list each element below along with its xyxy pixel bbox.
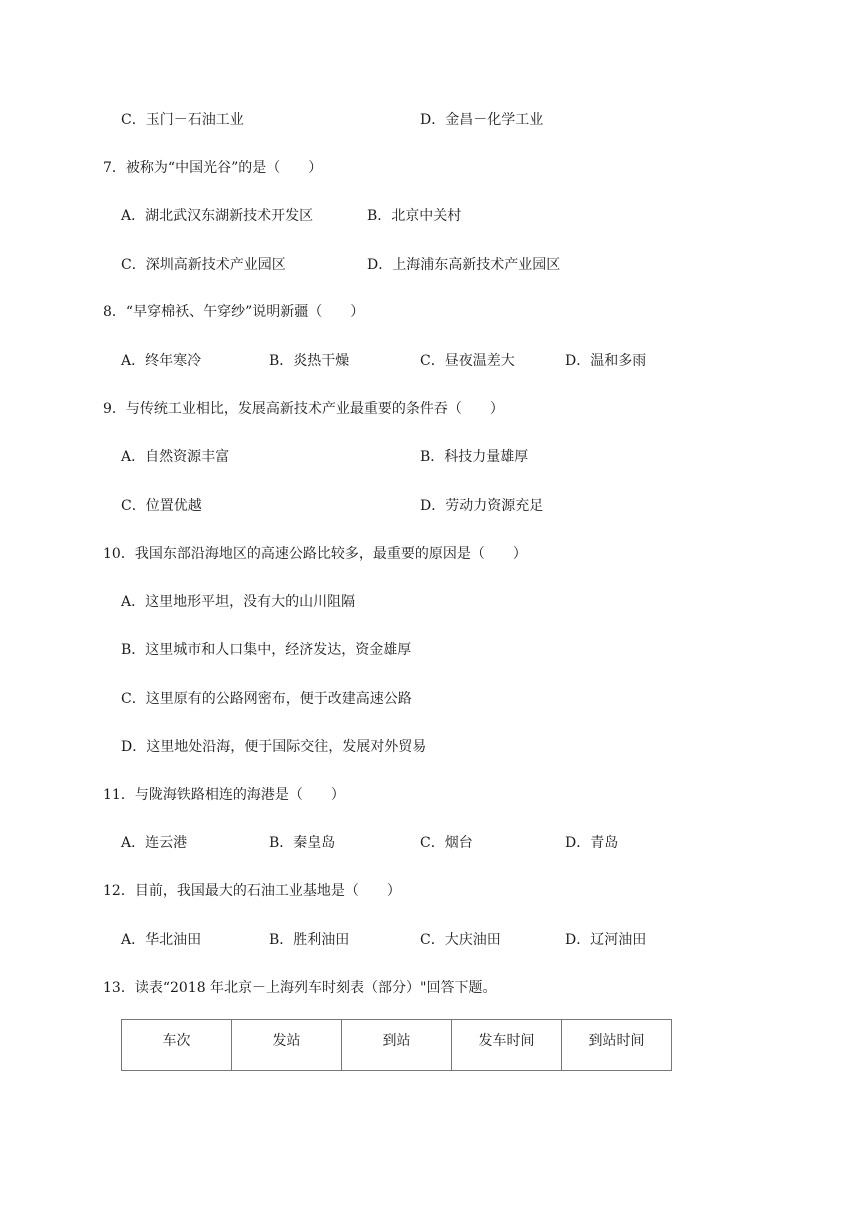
q12-option-c: C．大庆油田 (420, 932, 501, 948)
table-header-cell: 车次 (122, 1020, 232, 1071)
q10-stem: 10．我国东部沿海地区的高速公路比较多，最重要的原因是（ ） (103, 546, 527, 562)
q9-option-b: B．科技力量雄厚 (420, 449, 529, 465)
q10-option-b: B．这里城市和人口集中，经济发达，资金雄厚 (121, 642, 412, 658)
table-header-cell: 到站时间 (562, 1020, 672, 1071)
q11-stem: 11．与陇海铁路相连的海港是（ ） (103, 787, 345, 803)
train-timetable (121, 1019, 672, 1071)
q10-option-a: A．这里地形平坦，没有大的山川阻隔 (121, 594, 356, 610)
q8-option-b: B．炎热干燥 (269, 353, 350, 369)
q7-option-b: B．北京中关村 (367, 208, 462, 224)
q8-option-c: C．昼夜温差大 (420, 353, 515, 369)
q11-option-c: C．烟台 (420, 835, 473, 851)
q9-stem: 9．与传统工业相比，发展高新技术产业最重要的条件吞（ ） (103, 401, 504, 417)
q13-stem: 13．读表“2018 年北京－上海列车时刻表（部分）"回答下题。 (103, 980, 497, 996)
q11-option-b: B．秦皇岛 (269, 835, 336, 851)
q7-option-a: A．湖北武汉东湖新技术开发区 (121, 208, 314, 224)
table-header-cell: 发车时间 (452, 1020, 562, 1071)
q12-option-b: B．胜利油田 (269, 932, 350, 948)
q8-stem: 8．“早穿棉袄、午穿纱”说明新疆（ ） (103, 304, 365, 320)
q9-option-c: C．位置优越 (121, 498, 202, 514)
q11-option-a: A．连云港 (121, 835, 188, 851)
q7-option-c: C．深圳高新技术产业园区 (121, 257, 286, 273)
q7-option-d: D．上海浦东高新技术产业园区 (367, 257, 561, 273)
table-header-cell: 到站 (342, 1020, 452, 1071)
q12-option-d: D．辽河油田 (565, 932, 647, 948)
q7-stem: 7．被称为“中国光谷”的是（ ） (103, 160, 323, 176)
table-header-cell: 发站 (232, 1020, 342, 1071)
q8-option-d: D．温和多雨 (565, 353, 647, 369)
q11-option-d: D．青岛 (565, 835, 619, 851)
q10-option-c: C．这里原有的公路网密布，便于改建高速公路 (121, 691, 412, 707)
q8-option-a: A．终年寒冷 (121, 353, 202, 369)
q6-option-c: C．玉门－石油工业 (121, 112, 244, 128)
q12-stem: 12．目前，我国最大的石油工业基地是（ ） (103, 883, 401, 899)
q10-option-d: D．这里地处沿海，便于国际交往，发展对外贸易 (121, 739, 427, 755)
q6-option-d: D．金昌－化学工业 (420, 112, 544, 128)
q9-option-a: A．自然资源丰富 (121, 449, 230, 465)
q9-option-d: D．劳动力资源充足 (420, 498, 544, 514)
table-header-row (122, 1020, 672, 1071)
q12-option-a: A．华北油田 (121, 932, 202, 948)
